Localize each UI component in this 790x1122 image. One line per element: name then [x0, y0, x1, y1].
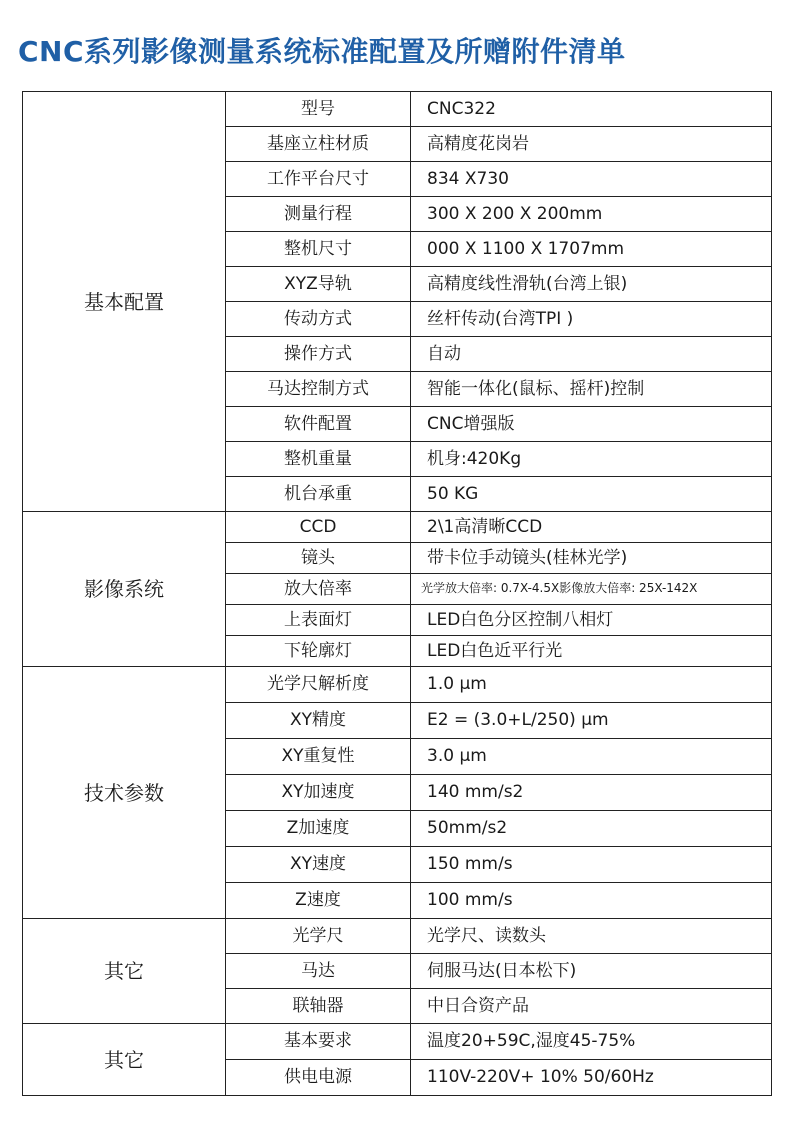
param-value: 丝杆传动(台湾TPI )	[411, 302, 772, 337]
param-name: 基座立柱材质	[226, 127, 411, 162]
param-name: 基本要求	[226, 1024, 411, 1060]
param-value: 高精度花岗岩	[411, 127, 772, 162]
param-name: 传动方式	[226, 302, 411, 337]
param-value: 中日合资产品	[411, 989, 772, 1024]
section-category: 基本配置	[23, 92, 226, 512]
param-value: 高精度线性滑轨(台湾上银)	[411, 267, 772, 302]
table-row	[23, 667, 772, 703]
param-name: 软件配置	[226, 407, 411, 442]
param-value: 光学放大倍率: 0.7X-4.5X影像放大倍率: 25X-142X	[411, 574, 772, 605]
param-value: 温度20+59C,湿度45-75%	[411, 1024, 772, 1060]
param-name: 马达	[226, 954, 411, 989]
section-category: 影像系统	[23, 512, 226, 667]
table-row	[23, 512, 772, 543]
param-name: 光学尺解析度	[226, 667, 411, 703]
param-value: LED白色近平行光	[411, 636, 772, 667]
param-name: 整机重量	[226, 442, 411, 477]
section-category: 其它	[23, 1024, 226, 1096]
param-value: 100 mm/s	[411, 883, 772, 919]
spec-table	[22, 91, 772, 1096]
param-value: 光学尺、读数头	[411, 919, 772, 954]
section-category: 技术参数	[23, 667, 226, 919]
param-name: 测量行程	[226, 197, 411, 232]
param-value: LED白色分区控制八相灯	[411, 605, 772, 636]
param-value: E2 = (3.0+L/250) µm	[411, 703, 772, 739]
param-name: 整机尺寸	[226, 232, 411, 267]
param-value: CNC增强版	[411, 407, 772, 442]
param-value: 300 X 200 X 200mm	[411, 197, 772, 232]
param-name: 联轴器	[226, 989, 411, 1024]
param-name: 型号	[226, 92, 411, 127]
param-value: 140 mm/s2	[411, 775, 772, 811]
param-value: 1.0 µm	[411, 667, 772, 703]
param-name: 马达控制方式	[226, 372, 411, 407]
param-value: 2\1高清晰CCD	[411, 512, 772, 543]
param-name: 光学尺	[226, 919, 411, 954]
param-name: 机台承重	[226, 477, 411, 512]
param-name: XY速度	[226, 847, 411, 883]
param-name: Z加速度	[226, 811, 411, 847]
param-value: 150 mm/s	[411, 847, 772, 883]
param-value: 110V-220V+ 10% 50/60Hz	[411, 1060, 772, 1096]
section-category: 其它	[23, 919, 226, 1024]
param-name: 操作方式	[226, 337, 411, 372]
param-name: XYZ导轨	[226, 267, 411, 302]
param-name: 上表面灯	[226, 605, 411, 636]
param-value: 机身:420Kg	[411, 442, 772, 477]
param-value: 000 X 1100 X 1707mm	[411, 232, 772, 267]
param-name: 工作平台尺寸	[226, 162, 411, 197]
param-name: XY重复性	[226, 739, 411, 775]
param-value: 带卡位手动镜头(桂林光学)	[411, 543, 772, 574]
table-row	[23, 919, 772, 954]
param-name: XY精度	[226, 703, 411, 739]
param-name: CCD	[226, 512, 411, 543]
param-name: 镜头	[226, 543, 411, 574]
param-value: 50 KG	[411, 477, 772, 512]
param-value: CNC322	[411, 92, 772, 127]
table-row	[23, 92, 772, 127]
page-title: CNC系列影像测量系统标准配置及所赠附件清单	[18, 35, 626, 68]
param-value: 自动	[411, 337, 772, 372]
param-value: 伺服马达(日本松下)	[411, 954, 772, 989]
param-name: XY加速度	[226, 775, 411, 811]
param-value: 3.0 µm	[411, 739, 772, 775]
param-value: 智能一体化(鼠标、摇杆)控制	[411, 372, 772, 407]
param-name: 放大倍率	[226, 574, 411, 605]
table-row	[23, 1024, 772, 1060]
param-name: Z速度	[226, 883, 411, 919]
param-value: 834 X730	[411, 162, 772, 197]
param-name: 下轮廓灯	[226, 636, 411, 667]
param-name: 供电电源	[226, 1060, 411, 1096]
param-value: 50mm/s2	[411, 811, 772, 847]
